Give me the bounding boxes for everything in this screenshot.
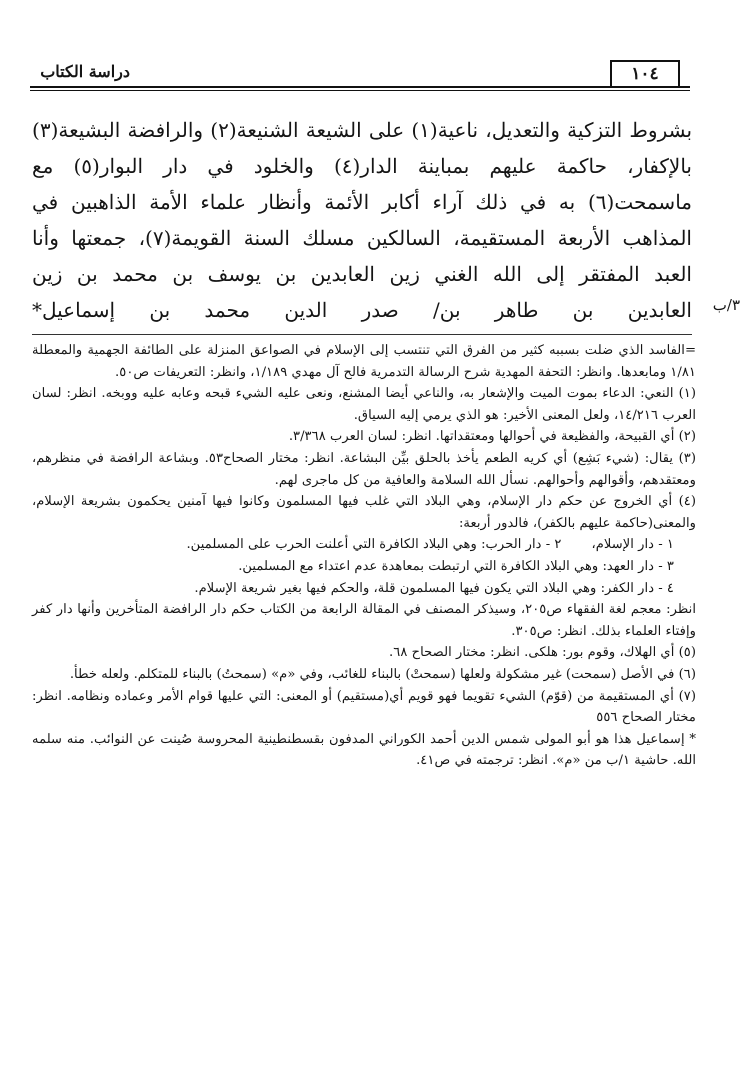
main-line: ماسمحت(٦) به في ذلك آراء أكابر الأئمة وأنظار علماء الأمة الذاهبين في — [32, 190, 692, 214]
footnote-3: (٣) يقال: (شيء بَشِع) أي كريه الطعم يأخذ بالحلق بيِّن البشاعة. انظر: مختار الصحاح٥٣. وبشاعة الرافضة في منظرهم، ومعتقدهم، وأقوالهم وأحوالهم. نسأل الله السلامة والعافية من كل ماجرى لهم. — [32, 450, 697, 488]
main-line: المذاهب الأربعة المستقيمة، السالكين مسلك السنة القويمة(٧)، جمعتها وأنا — [32, 226, 692, 250]
footnote-separator — [32, 334, 692, 335]
running-title: دراسة الكتاب — [40, 62, 130, 81]
footnote-2: (٢) أي القبيحة، والفظيعة في أحوالها ومعتقداتها. انظر: لسان العرب ٣/٣٦٨. — [288, 429, 696, 445]
footnote-star: * إسماعيل هذا هو أبو المولى شمس الدين أحمد الكوراني المدفون بقسطنطينية المحروسة صُينت عن النوائب. منه سلمه الله. حاشية ١/ب من «م». انظر: ترجمته في ص٤١. — [32, 731, 696, 769]
footnote-7: (٧) أي المستقيمة من (قوّم) الشيء تقويما فهو قويم أي(مستقيم) أو المعنى: التي عليها قوام الأمر وعماده ونظامه. انظر: مختار الصحاح ٥٥٦ — [32, 688, 696, 726]
footnote-5: (٥) أي الهلاك، وقوم بور: هلكى. انظر: مختار الصحاح ٦٨. — [389, 645, 696, 661]
main-line: العابدين بن طاهر بن/ صدر الدين محمد بن إسماعيل* — [32, 298, 692, 322]
header-rule-thin — [30, 90, 690, 91]
footnote-4-item-2: ٢ - دار الحرب: وهي البلاد الكافرة التي أعلنت الحرب على المسلمين. — [186, 537, 562, 553]
margin-folio-note: ٣/ب — [712, 296, 740, 314]
main-line: بشروط التزكية والتعديل، ناعية(١) على الشيعة الشنيعة(٢) والرافضة البشيعة(٣) — [32, 118, 692, 142]
header-rule — [30, 86, 690, 88]
main-text — [32, 112, 692, 328]
footnotes — [32, 340, 696, 772]
main-line: بالإكفار، حاكمة عليهم بمباينة الدار(٤) والخلود في دار البوار(٥) مع — [32, 154, 692, 178]
footnote-4-reference: انظر: معجم لغة الفقهاء ص٢٠٥، وسيذكر المصنف في المقالة الرابعة من الكتاب حكم دار الرافضة المتأخرين وأنها دار كفر وإفتاء العلماء بذلك. انظر: ص٣٠٥. — [32, 602, 696, 639]
footnote-continuation: =الفاسد الذي ضلت بسببه كثير من الفرق التي تنتسب إلى الإسلام في الصواعق المنزلة على الطائفة الجهمية والمعطلة ١/٨١ ومابعدها. وانظر: التحفة المهدية شرح الرسالة التدمرية فالح آل مهدي ١/١٨٩، وانظر: التعريفات ص٥٠. — [32, 343, 696, 380]
footnote-4-item-4: ٤ - دار الكفر: وهي البلاد التي يكون فيها المسلمون قلة، والحكم فيها بغير شريعة الإسلام. — [194, 580, 674, 596]
page-number: ١٠٤ — [610, 60, 680, 86]
footnote-1: (١) النعي: الدعاء بموت الميت والإشعار به، والناعي أيضا المشنع، ونعى عليه الشيء قبحه وعابه عليه ووبخه. انظر: لسان العرب ١٤/٢١٦، ولعل المعنى الأخير: هو الذي يرمي إليه السياق. — [32, 386, 696, 423]
footnote-4: (٤) أي الخروج عن حكم دار الإسلام، وهي البلاد التي غلب فيها المسلمون وكانوا فيها آمنين يحكمون بشريعة الإسلام، والمعنى(حاكمة عليهم بالكفر)، فالدور أربعة: — [32, 494, 696, 531]
footnote-4-item-3: ٣ - دار العهد: وهي البلاد الكافرة التي ارتبطت بمعاهدة عدم اعتداء مع المسلمين. — [238, 558, 674, 574]
footnote-4-list-row — [32, 534, 696, 556]
main-line: العبد المفتقر إلى الله الغني زين العابدين بن يوسف بن محمد بن زين — [32, 262, 692, 286]
footnote-4-item-1: ١ - دار الإسلام، — [591, 537, 674, 553]
footnote-6: (٦) في الأصل (سمحت) غير مشكولة ولعلها (سمحتْ) بالبناء للغائب، وفي «م» (سمحتُ) بالبناء للمتكلم. ولعله خطأ. — [69, 666, 696, 682]
